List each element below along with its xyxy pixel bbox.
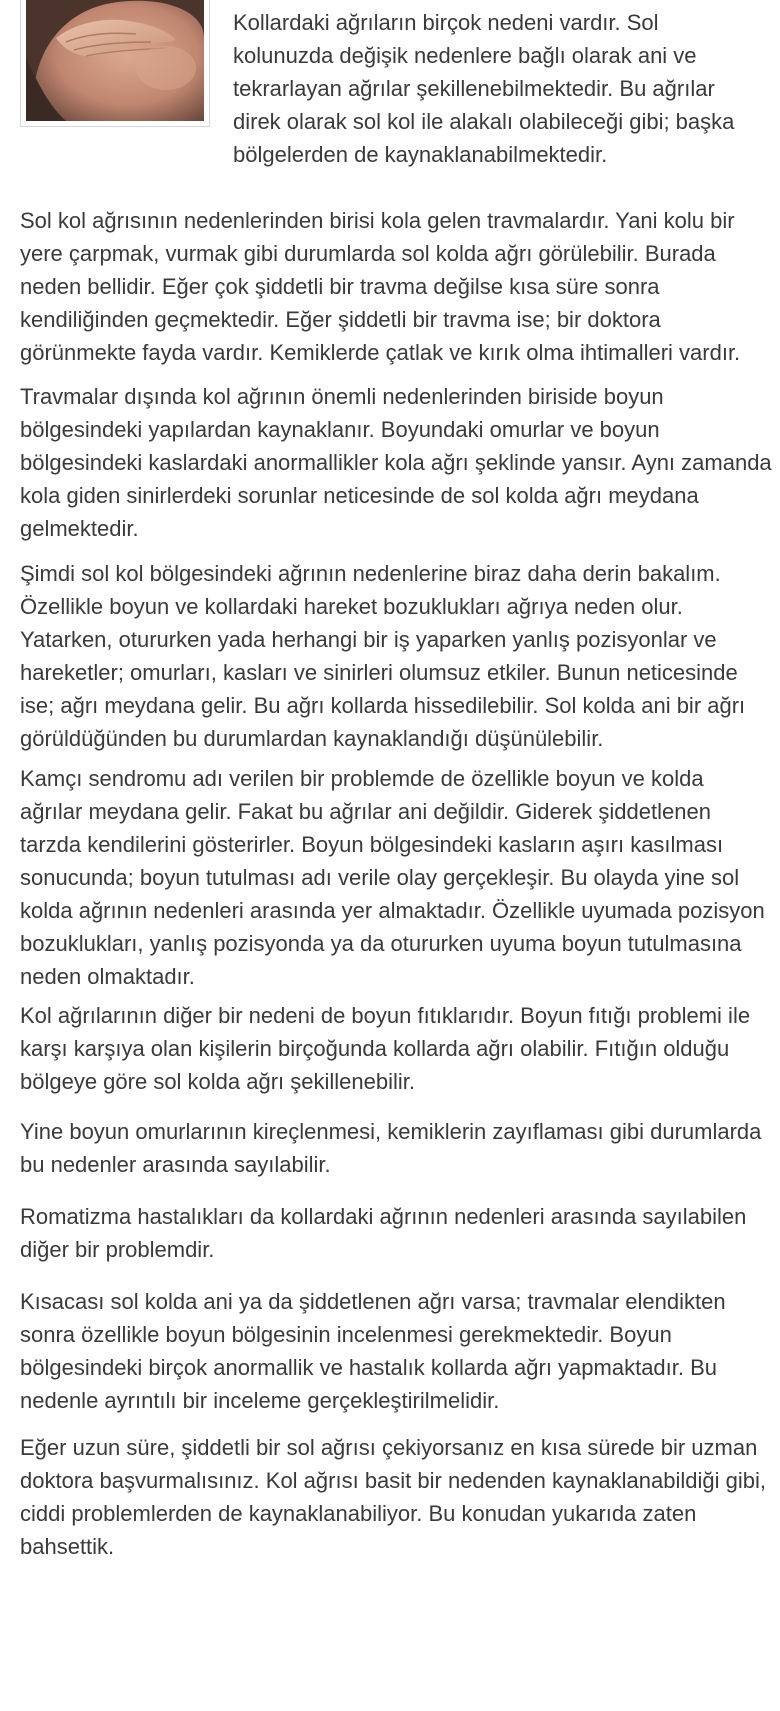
paragraph-calcification: Yine boyun omurlarının kireçlenmesi, kemiklerin zayıflaması gibi durumlarda bu nedenler arasında sayılabilir. (20, 1119, 762, 1177)
paragraph-neck-structures: Travmalar dışında kol ağrının önemli nedenlerinden biriside boyun bölgesindeki yapılardan kaynaklanır. Boyundaki omurlar ve boyun bölgesindeki kaslardaki anormallikler kola ağrı şeklinde yansır. Aynı zamanda kola giden sinirlerdeki sorunlar neticesinde de sol kolda ağrı meydana gelmektedir. (20, 384, 772, 541)
arm-pain-photo (26, 0, 204, 121)
paragraph-trauma: Sol kol ağrısının nedenlerinden birisi kola gelen travmalardır. Yani kolu bir yere çarpmak, vurmak gibi durumlarda sol kolda ağrı görülebilir. Burada neden bellidir. Eğer çok şiddetli bir travma değilse kısa süre sonra kendiliğinden geçmektedir. Eğer şiddetli bir travma ise; bir doktora görünmekte fayda vardır. Kemiklerde çatlak ve kırık olma ihtimalleri vardır. (20, 208, 741, 365)
paragraph-whiplash: Kamçı sendromu adı verilen bir problemde de özellikle boyun ve kolda ağrılar meydana gelir. Fakat bu ağrılar ani değildir. Giderek şiddetlenen tarzda kendilerini gösterirler. Boyun bölgesindeki kasların aşırı kasılması sonucunda; boyun tutulması adı verile olay gerçekleşir. Bu olayda yine sol kolda ağrının nedenleri arasında yer almaktadır. Özellikle uyumada pozisyon bozuklukları, yanlış pozisyonda ya da otururken uyuma boyun tutulmasına neden olmaktadır. (20, 766, 765, 989)
article-thumbnail[interactable] (20, 0, 210, 127)
paragraph-posture: Şimdi sol kol bölgesindeki ağrının nedenlerine biraz daha derin bakalım. Özellikle boyun ve kollardaki hareket bozuklukları ağrıya neden olur. Yatarken, otururken yada herhangi bir iş yaparken yanlış pozisyonlar ve hareketler; omurları, kasları ve sinirleri olumsuz etkiler. Bunun neticesinde ise; ağrı meydana gelir. Bu ağrı kollarda hissedilebilir. Sol kolda ani bir ağrı görüldüğünden bu durumlardan kaynaklandığı düşünülebilir. (20, 561, 746, 751)
paragraph-herniation: Kol ağrılarının diğer bir nedeni de boyun fıtıklarıdır. Boyun fıtığı problemi ile karşı karşıya olan kişilerin birçoğunda kollarda ağrı olabilir. Fıtığın olduğu bölgeye göre sol kolda ağrı şekillenebilir. (20, 1003, 751, 1094)
paragraph-summary: Kısacası sol kolda ani ya da şiddetlenen ağrı varsa; travmalar elendikten sonra özellikle boyun bölgesinin incelenmesi gerekmektedir. Boyun bölgesindeki birçok anormallik ve hastalık kollarda ağrı yapmaktadır. Bu nedenle ayrıntılı bir inceleme gerçekleştirilmelidir. (20, 1289, 726, 1413)
article-intro (0, 0, 780, 205)
intro-text: Kollardaki ağrıların birçok nedeni vardır. Sol kolunuzda değişik nedenlere bağlı olarak ani ve tekrarlayan ağrılar şekillenebilmektedir. Bu ağrılar direk olarak sol kol ile alakalı olabileceği gibi; başka bölgelerden de kaynaklanabilmektedir. (233, 10, 735, 167)
paragraph-rheumatism: Romatizma hastalıkları da kollardaki ağrının nedenleri arasında sayılabilen diğer bir problemdir. (20, 1204, 747, 1262)
paragraph-see-doctor: Eğer uzun süre, şiddetli bir sol ağrısı çekiyorsanız en kısa sürede bir uzman doktora başvurmalısınız. Kol ağrısı basit bir nedenden kaynaklanabildiği gibi, ciddi problemlerden de kaynaklanabiliyor. Bu konudan yukarıda zaten bahsettik. (20, 1435, 766, 1559)
